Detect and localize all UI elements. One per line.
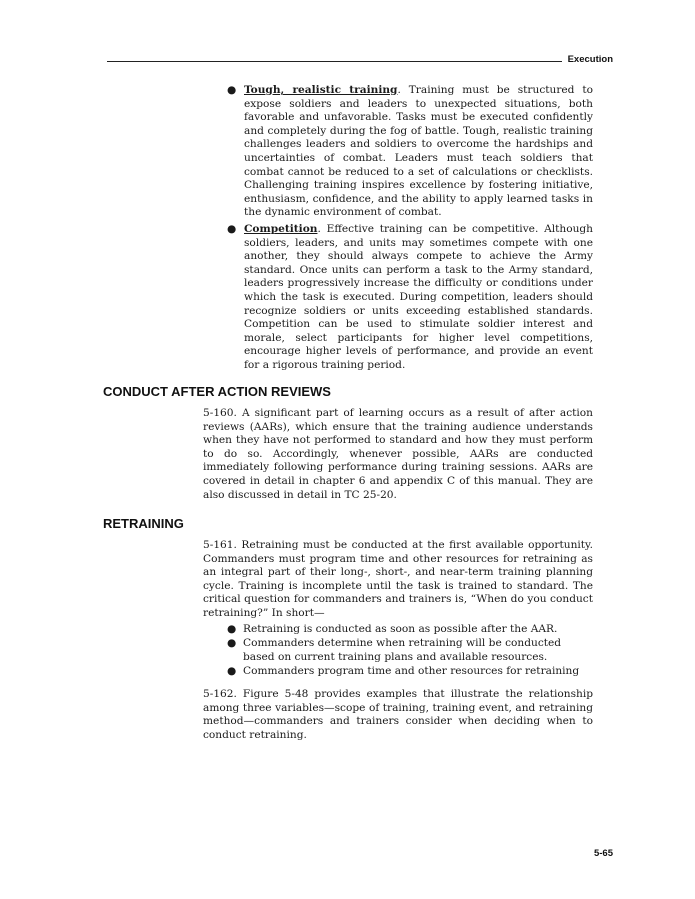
bullet-icon: ●: [227, 637, 237, 650]
paragraph-5-160: 5-160. A significant part of learning occurs as a result of after action reviews (AARs), which ensure that the training audience understands when they have not performed to standard and how they must perform to do so. Accordingly, whenever possible, AARs are conducted immediately following performance during training sessions. AARs are covered in detail in chapter 6 and appendix C of this manual. They are also discussed in detail in TC 25-20.: [203, 407, 593, 501]
bullet-text: . Effective training can be competitive. Although soldiers, leaders, and units may sometimes compete with one another, they should always compete to achieve the Army standard. Once units can perform a task to the Army standard, leaders progressively increase the difficulty or conditions under which the task is executed. During competition, leaders should recognize soldiers or units exceeding established standards. Competition can be used to stimulate soldier interest and morale, select participants for higher level competitions, encourage higher levels of performance, and provide an event for a rigorous training period.: [244, 222, 593, 371]
paragraph-5-162: 5-162. Figure 5-48 provides examples that illustrate the relationship among three variables—scope of training, training event, and retraining method—commanders and trainers consider when deciding when to conduct retraining.: [203, 687, 593, 741]
retraining-bullet-list: [203, 623, 593, 679]
section-heading-retraining: RETRAINING: [103, 516, 184, 531]
header-title: Execution: [567, 54, 613, 65]
bullet-icon: ●: [227, 84, 237, 96]
bullet-competition: [227, 223, 593, 373]
header-rule: [107, 61, 562, 62]
list-item: ● Commanders program time and other resources for retraining: [227, 665, 580, 678]
bullet-text: . Training must be structured to expose soldiers and leaders to unexpected situations, both favorable and unfavorable. Tasks must be executed confidently and completely during the fog of battle. Tough, realistic training challenges leaders and soldiers to overcome the hardships and uncertainties of combat. Leaders must teach soldiers that combat cannot be reduced to a set of calculations or checklists. Challenging training inspires excellence by fostering initiative, enthusiasm, confidence, and the ability to apply learned tasks in the dynamic environment of combat.: [244, 84, 593, 219]
bullet-tough-realistic-training: [227, 84, 593, 220]
page-number: 5-65: [593, 848, 613, 859]
list-item: ● Commanders determine when retraining will be conducted based on current training plans and available resources.: [227, 637, 562, 663]
bullet-icon: ●: [227, 222, 237, 235]
bullet-icon: ●: [227, 622, 237, 635]
bullet-term: Tough, realistic training: [244, 84, 398, 96]
principle-bullet-list: [227, 84, 593, 375]
retraining-block: [203, 539, 593, 742]
bullet-term: Competition: [244, 222, 318, 235]
bullet-icon: ●: [227, 665, 237, 678]
section-heading-aar: CONDUCT AFTER ACTION REVIEWS: [103, 384, 331, 399]
paragraph-5-161: 5-161. Retraining must be conducted at the first available opportunity. Commanders must program time and other resources for retraining as an integral part of their long-, short-, and near-term training planning cycle. Training is incomplete until the task is trained to standard. The critical question for commanders and trainers is, “When do you conduct retraining?” In short—: [203, 539, 593, 619]
list-item: ● Retraining is conducted as soon as possible after the AAR.: [227, 622, 558, 635]
